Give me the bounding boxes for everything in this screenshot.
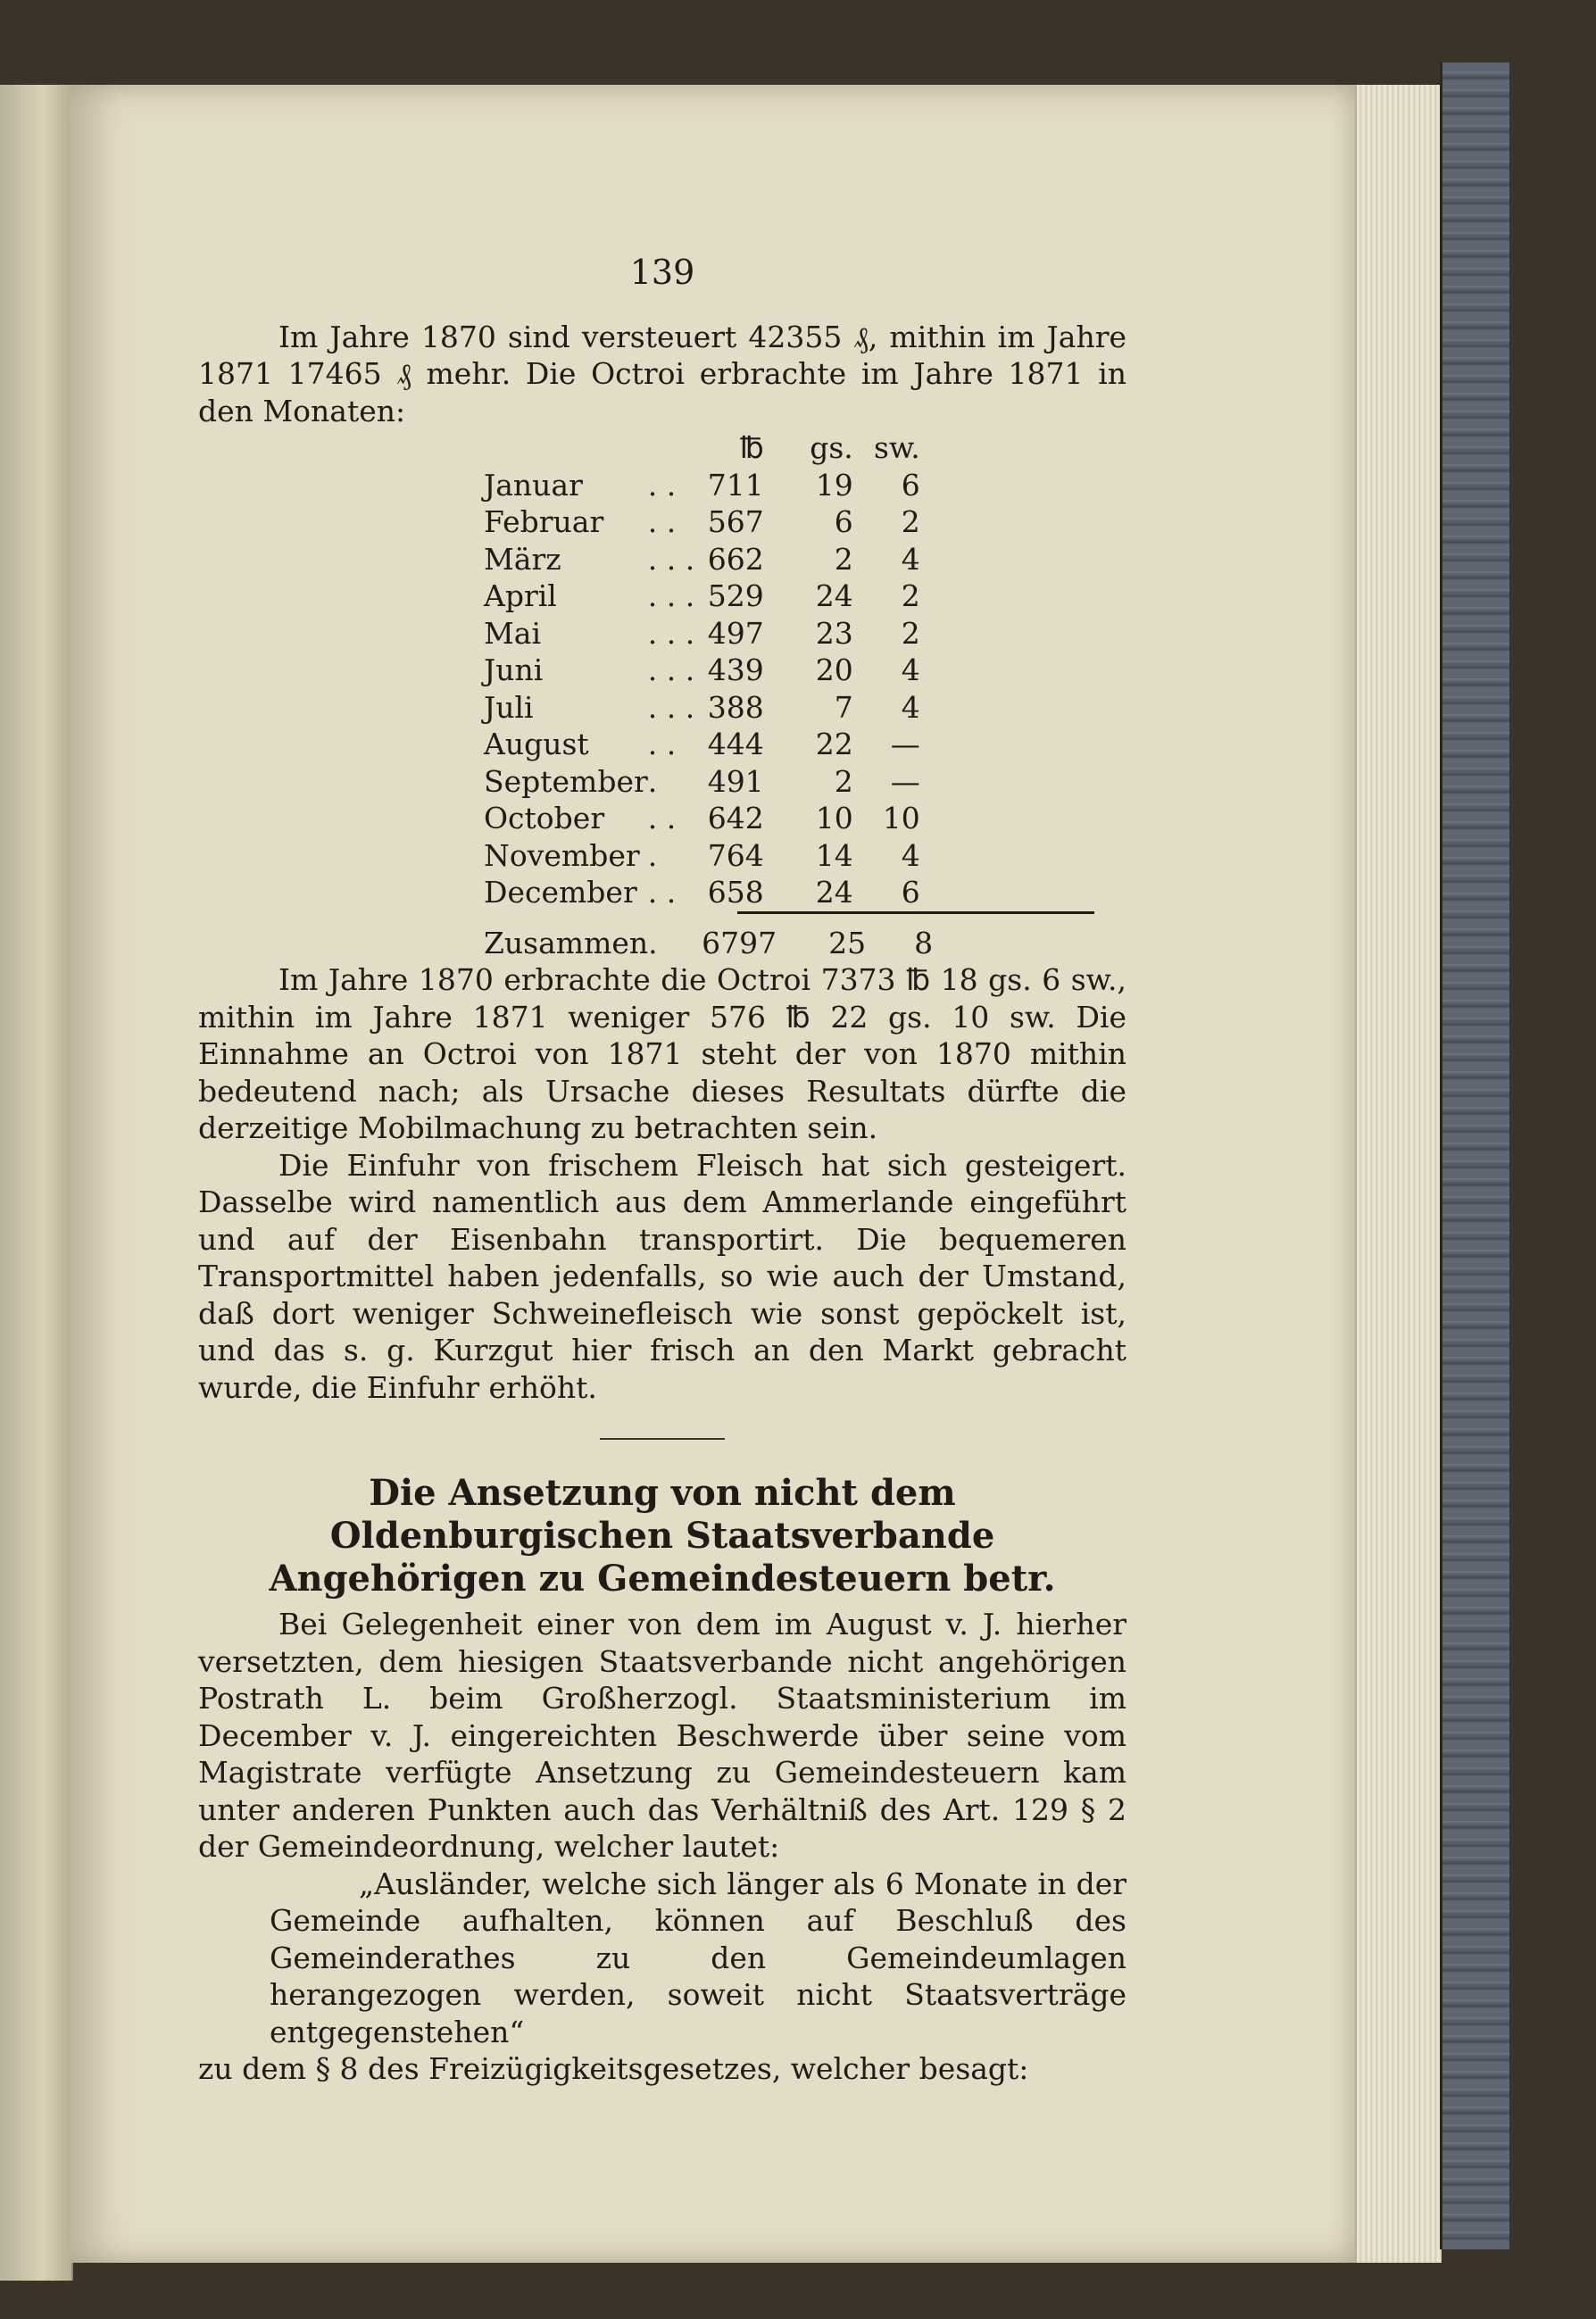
page-text bbox=[198, 254, 1126, 2088]
table-header bbox=[484, 429, 920, 467]
paragraph-1: Im Jahre 1870 sind versteuert 42355 ₰, mithin im Jahre 1871 17465 ₰ mehr. Die Octroi erbrachte im Jahre 1871 in den Monaten: bbox=[198, 319, 1126, 428]
col-header-sw: sw. bbox=[874, 430, 920, 465]
section-heading: Die Ansetzung von nicht dem Oldenburgischen Staatsverbande Angehörigen zu Gemeindesteuern betr. bbox=[269, 1472, 1056, 1600]
table-row: Juni . . . 439 20 4 bbox=[484, 652, 920, 687]
table-row: Juli . . . 388 7 4 bbox=[484, 689, 920, 725]
table-row: September . 491 2 — bbox=[484, 763, 920, 799]
total-row: Zusammen . 6797 25 8 bbox=[484, 925, 934, 960]
paragraph-4: Bei Gelegenheit einer von dem im August v. J. hierher versetzten, dem hiesigen Staatsverbande nicht angehörigen Postrath L. beim Großherzogl. Staatsministerium im December v. J. eingereichten Beschwerde über seine vom Magistrate verfügte Ansetzung zu Gemeindesteuern kam unter anderen Punkten auch das Verhältniß des Art. 129 § 2 der Gemeindeordnung, welcher lautet: bbox=[198, 1607, 1126, 1864]
table-row: März . . . 662 2 4 bbox=[484, 541, 920, 577]
quoted-article: „Ausländer, welche sich länger als 6 Monate in der Gemeinde aufhalten, können auf Beschluß des Gemeinderathes zu den Gemeindeumlagen herangezogen werden, soweit nicht Staatsverträge entgegenstehen“ bbox=[270, 1866, 1126, 2049]
col-header-gs: gs. bbox=[810, 430, 853, 465]
table-row: Mai . . . 497 23 2 bbox=[484, 615, 920, 651]
paragraph-2: Im Jahre 1870 erbrachte die Octroi 7373 ℔ 18 gs. 6 sw., mithin im Jahre 1871 weniger 576 ℔ 22 gs. 10 sw. Die Einnahme an Octroi von 1871 steht der von 1870 mithin bedeutend nach; als Ursache dieses Resultats dürfte die derzeitige Mobilmachung zu betrachten sein. bbox=[198, 962, 1126, 1145]
table-row: November . 764 14 4 bbox=[484, 837, 920, 873]
table-row: Januar . . 711 19 6 bbox=[484, 467, 920, 503]
left-page-edge bbox=[0, 85, 73, 2281]
col-header-thaler: ℔ bbox=[739, 430, 764, 465]
section-divider bbox=[600, 1438, 725, 1440]
table-row: August . . 444 22 — bbox=[484, 727, 920, 761]
book-cover bbox=[1440, 62, 1509, 2249]
page-stack-edge bbox=[1355, 85, 1442, 2263]
octroi-table bbox=[484, 429, 920, 911]
total-table bbox=[484, 914, 933, 962]
closing-line: zu dem § 8 des Freizügigkeitsgesetzes, welcher besagt: bbox=[198, 2051, 1029, 2086]
table-row: Februar . . 567 6 2 bbox=[484, 504, 920, 539]
table-row: December . . 658 24 6 bbox=[484, 875, 920, 910]
table-row: April . . . 529 24 2 bbox=[484, 578, 920, 613]
table-row: October . . 642 10 10 bbox=[484, 801, 920, 835]
page-number: 139 bbox=[629, 253, 695, 292]
paragraph-3: Die Einfuhr von frischem Fleisch hat sich gesteigert. Dasselbe wird namentlich aus dem Ammerlande eingeführt und auf der Eisenbahn transportirt. Die bequemeren Transportmittel haben jedenfalls, so wie auch der Umstand, daß dort weniger Schweinefleisch wie sonst gepöckelt ist, und das s. g. Kurzgut hier frisch an den Markt gebracht wurde, die Einfuhr erhöht. bbox=[198, 1147, 1126, 1405]
